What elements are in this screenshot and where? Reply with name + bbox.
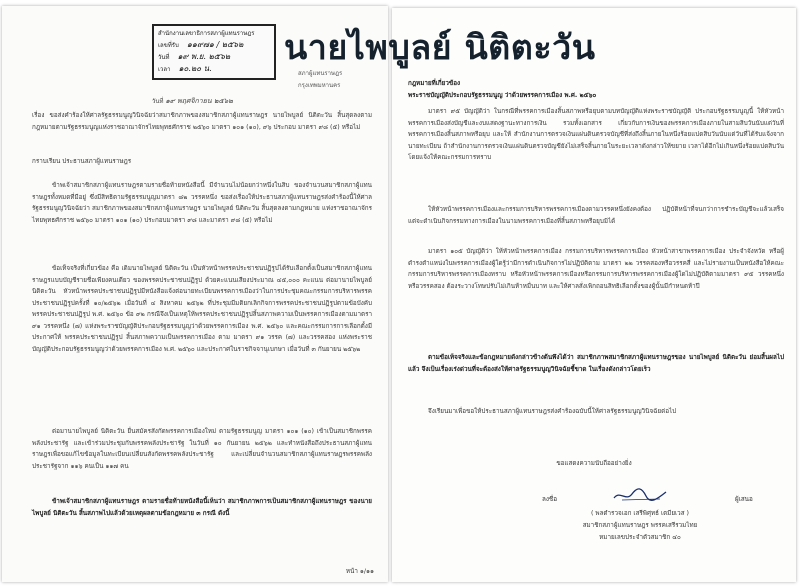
letter-date: วันที่ ๑๙ พฤศจิกายน ๒๕๖๒ <box>152 97 233 105</box>
headline-title: นายไพบูลย์ นิติตะวัน <box>284 28 596 68</box>
page-number: หน้า ๑/๑๑ <box>345 568 374 575</box>
signer-name: ( พลตำรวจเอก เสรีพิศุทธ์ เตมียเวส ) <box>590 510 690 517</box>
section-95-para2: ให้หัวหน้าพรรคการเมืองและกรรมการบริหารพรรคการเมืองตามวรรคหนึ่งยังคงต้อง ปฏิบัติหน้าที่จนกว่าการชำระบัญชีจะแล้วเสร็จ แต่จะดำเนินกิจกรรมทางการเมืองในนามพรรคการเมืองที่สิ้นสภาพหรือยุบมิได้ <box>408 206 784 225</box>
stamp-date: วันที่ ๑๙ พ.ย. ๒๕๖๒ <box>158 52 231 61</box>
handwritten-signature <box>612 486 668 504</box>
closing-request: จึงเรียนมาเพื่อขอให้ประธานสภาผู้แทนราษฎรส่งคำร้องฉบับนี้ให้ศาลรัฐธรรมนูญวินิจฉัยต่อไป <box>428 408 677 415</box>
section-95: มาตรา ๙๕ บัญญัติว่า ในกรณีที่พรรคการเมืองสิ้นสภาพหรือยุบตามบทบัญญัติแห่งพระราชบัญญัติ ประกอบรัฐธรรมนูญนี้ ให้หัวหน้าพรรคการเมืองส่งบัญชีและงบแสดงฐานะทางการเงิน รวมทั้งเอกสาร เกี่ยวกับการเงินของพรรคการเมืองภายในสามสิบวันนับแต่วันที่พรรคการเมืองสิ้นสภาพหรือยุบ และให้ สำนักงานการตรวจเงินแผ่นดินตรวจบัญชีที่ส่งถึงสิ้นภายในหนึ่งร้อยแปดสิบวันนับแต่วันที่ได้รับแจ้งจาก นายทะเบียน ถ้าสำนักงานการตรวจเงินแผ่นดินตรวจบัญชียังไม่เสร็จสิ้นภายในระยะเวลาดังกล่าวให้ขยาย เวลาได้อีกไม่เกินหนึ่งร้อยแปดสิบวันโดยแจ้งให้คณะกรรมการทราบ <box>408 108 784 161</box>
petition-page-1 <box>2 6 388 582</box>
signer-title: สมาชิกสภาผู้แทนราษฎร พรรคเสรีรวมไทย <box>582 522 698 529</box>
subject-line: เรื่อง ขอส่งคำร้องให้ศาลรัฐธรรมนูญวินิจฉัยว่าสมาชิกภาพของสมาชิกสภาผู้แทนราษฎร นายไพบูลย์ นิติตะวัน สิ้นสุดลงตามกฎหมายตามรัฐธรรมนูญแห่งราชอาณาจักรไทยพุทธศักราช ๒๕๖๐ มาตรา ๑๐๑ (๑๐), ๙๖ ประกอบ มาตรา ๙๘ (๕) หรือไม่ <box>32 112 372 131</box>
sign-prefix: ลงชื่อ <box>542 496 557 503</box>
conclusion: ตามข้อเท็จจริงและข้อกฎหมายดังกล่าวข้างต้นพึงได้ว่า สมาชิกภาพสมาชิกสภาผู้แทนราษฎรของ นายไพบูลย์ นิติตะวัน ย่อมสิ้นผลไปแล้ว จึงเป็นเรื่องเร่งด่วนที่จะต้องส่งให้ศาลรัฐธรรมนูญวินิจฉัยชี้ขาด ในเรื่องดังกล่าวโดยเร็ว <box>408 354 784 373</box>
closing-respect: ขอแสดงความนับถืออย่างยิ่ง <box>556 460 632 467</box>
org-city: กรุงเทพมหานคร <box>298 82 341 89</box>
paragraph-2: ข้อเท็จจริงที่เกี่ยวข้อง คือ เดิมนายไพบูลย์ นิติตะวัน เป็นหัวหน้าพรรคประชาชนปฏิรูปได้รับเลือกตั้งเป็นสมาชิกสภาผู้แทนราษฎรแบบบัญชีรายชื่อเพียงคนเดียว ของพรรคประชาชนปฏิรูป ด้วยคะแนนเสียงประมาณ ๔๕,๐๐๐ คะแนน ต่อมานายไพบูลย์ นิติตะวัน หัวหน้าพรรคประชาชนปฏิรูปมีหนังสือแจ้งต่อนายทะเบียนพรรคการเมืองว่าในการประชุมคณะกรรมการบริหารพรรคประชาชนปฏิรูปครั้งที่ ๑๐/๒๕๖๒ เมื่อวันที่ ๔ สิงหาคม ๒๕๖๒ ที่ประชุมมีมติยกเลิกกิจการพรรคประชาชนปฏิรูปตามข้อบังคับพรรคประชาชนปฏิรูป พ.ศ. ๒๕๖๐ ข้อ ๙๒ กรณีจึงเป็นเหตุให้พรรคประชาชนปฏิรูปสิ้นสภาพความเป็นพรรคการเมืองตามมาตรา ๙๑ วรรคหนึ่ง (๗) แห่งพระราชบัญญัติประกอบรัฐธรรมนูญว่าด้วยพรรคการเมือง พ.ศ. ๒๕๖๐ และคณะกรรมการการเลือกตั้งมีประกาศให้ พรรคประชาชนปฏิรูป สิ้นสภาพความเป็นพรรคการเมือง ตาม มาตรา ๙๑ วรรค (๗) และวรรคสอง แห่งพระราชบัญญัติประกอบรัฐธรรมนูญว่าด้วยพรรคการเมือง พ.ศ. ๒๕๖๐ และประกาศในราชกิจจานุเบกษา เมื่อวันที่ ๓ กันยายน ๒๕๖๒ <box>32 265 372 353</box>
paragraph-3: ต่อมานายไพบูลย์ นิติตะวัน ยื่นสมัครสังกัดพรรคการเมืองใหม่ ตามรัฐธรรมนูญ มาตรา ๑๐๑ (๑๐) เข้าเป็นสมาชิกพรรคพลังประชารัฐ และเข้าร่วมประชุมกับพรรคพลังประชารัฐ ในวันที่ ๑๐ กันยายน ๒๕๖๒ และทำหนังสือถึงประธานสภาผู้แทนราษฎรเพื่อขอแก้ไขข้อมูลในทะเบียนเปลี่ยนสังกัดพรรคพลังประชารัฐ และเปลี่ยนจำนวนสมาชิกสภาผู้แทนราษฎรพรรคพลังประชารัฐจาก ๑๑๖ คนเป็น ๑๑๗ คน <box>32 428 372 470</box>
stamp-office: สำนักงานเลขาธิการสภาผู้แทนราษฎร <box>158 30 255 37</box>
section-105: มาตรา ๑๐๕ บัญญัติว่า ให้หัวหน้าพรรคการเมือง กรรมการบริหารพรรคการเมือง หัวหน้าสาขาพรรคการเมือง ประจำจังหวัด หรือผู้ดำรงตำแหน่งในพรรคการเมืองผู้ใดรู้ว่ามีการดำเนินกิจการไม่ปฏิบัติตาม มาตรา ๒๒ วรรคสองหรือวรรคสี่ และไม่รายงานเป็นหนังสือให้คณะกรรมการบริหารพรรคการเมืองทราบ หรือหัวหน้าพรรคการเมืองหรือกรรมการบริหารพรรคการเมืองผู้ใดไม่ปฏิบัติตามมาตรา ๙๕ วรรคหนึ่ง หรือวรรคสอง ต้องระวางโทษปรับไม่เกินห้าหมื่นบาท และให้ศาลสั่งเพิกถอนสิทธิเลือกตั้งของผู้นั้นมีกำหนดห้าปี <box>408 248 784 290</box>
stamp-received-no: เลขที่รับ ๑๑๙๗๑ / ๒๕๖๒ <box>158 40 244 49</box>
law-heading: กฎหมายที่เกี่ยวข้อง <box>408 80 461 87</box>
org-house: สภาผู้แทนราษฎร <box>298 70 343 77</box>
stamp-time: เวลา ๑๐.๒๐ น. <box>158 64 212 73</box>
law-title: พระราชบัญญัติประกอบรัฐธรรมนูญ ว่าด้วยพรรคการเมือง พ.ศ. ๒๕๖๐ <box>408 92 597 99</box>
sign-suffix: ผู้เสนอ <box>735 496 753 503</box>
signer-member-no: หมายเลขประจำตัวสมาชิก ๔๐ <box>599 534 681 541</box>
paragraph-4: ข้าพเจ้าสมาชิกสภาผู้แทนราษฎร ตามรายชื่อท้ายหนังสือนี้เห็นว่า สมาชิกภาพการเป็นสมาชิกสภาผู้แทนราษฎร ของนายไพบูลย์ นิติตะวัน สิ้นสภาพไปแล้วด้วยเหตุผลตามข้อกฎหมาย ๓ กรณี ดังนี้ <box>32 498 372 517</box>
salutation: กราบเรียน ประธานสภาผู้แทนราษฎร <box>32 158 132 165</box>
paragraph-1: ข้าพเจ้าสมาชิกสภาผู้แทนราษฎรตามรายชื่อท้ายหนังสือนี้ มีจำนวนไม่น้อยกว่าหนึ่งในสิบ ของจำนวนสมาชิกสภาผู้แทนราษฎรทั้งหมดที่มีอยู่ ซึ่งมีสิทธิตามรัฐธรรมนูญมาตรา ๘๒ วรรคหนึ่ง ขอส่งเรื่องให้ประธานสภาผู้แทนราษฎรส่งคำร้องนี้ให้ศาลรัฐธรรมนูญวินิจฉัยว่า สมาชิกภาพของสมาชิกสภาผู้แทนราษฎร นายไพบูลย์ นิติตะวัน สิ้นสุดลงตามกฎหมาย แห่งราชอาณาจักรไทยพุทธศักราช ๒๕๖๐ มาตรา ๑๐๑ (๑๐) ประกอบมาตรา ๙๘ และมาตรา ๙๘ (๕) หรือไม่ <box>32 182 372 224</box>
receipt-stamp <box>152 24 276 80</box>
